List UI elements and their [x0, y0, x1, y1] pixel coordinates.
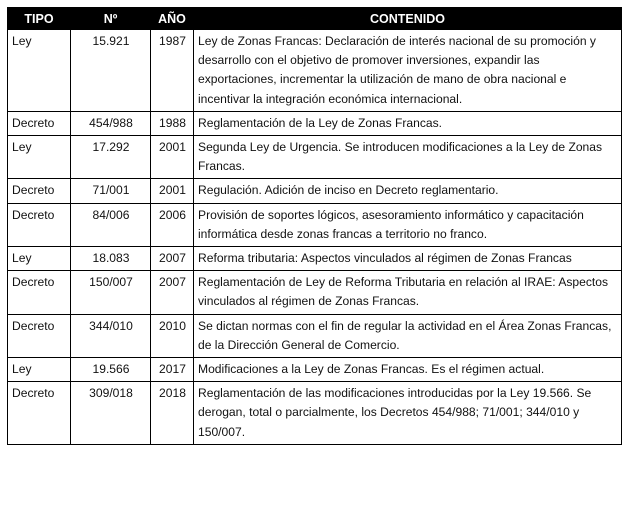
cell-anio: 2007	[151, 271, 194, 314]
table-row	[8, 111, 622, 135]
table-row	[8, 358, 622, 382]
cell-anio: 2017	[151, 358, 194, 382]
cell-numero: 84/006	[71, 203, 151, 246]
cell-anio: 1987	[151, 30, 194, 112]
cell-numero: 309/018	[71, 382, 151, 445]
cell-contenido: Regulación. Adición de inciso en Decreto reglamentario.	[194, 179, 622, 203]
cell-anio: 2001	[151, 136, 194, 179]
table-row	[8, 382, 622, 445]
table-row	[8, 203, 622, 246]
cell-contenido: Reforma tributaria: Aspectos vinculados al régimen de Zonas Francas	[194, 247, 622, 271]
table-row	[8, 314, 622, 357]
cell-tipo: Decreto	[8, 111, 71, 135]
cell-tipo: Ley	[8, 358, 71, 382]
cell-numero: 71/001	[71, 179, 151, 203]
cell-anio: 2010	[151, 314, 194, 357]
table-row	[8, 271, 622, 314]
cell-numero: 454/988	[71, 111, 151, 135]
table-row	[8, 179, 622, 203]
cell-numero: 15.921	[71, 30, 151, 112]
cell-contenido: Reglamentación de Ley de Reforma Tributaria en relación al IRAE: Aspectos vinculados al régimen de Zonas Francas.	[194, 271, 622, 314]
cell-numero: 19.566	[71, 358, 151, 382]
header-tipo: TIPO	[8, 8, 71, 30]
cell-tipo: Ley	[8, 136, 71, 179]
cell-tipo: Decreto	[8, 203, 71, 246]
table-row	[8, 30, 622, 112]
cell-contenido: Se dictan normas con el fin de regular la actividad en el Área Zonas Francas, de la Dirección General de Comercio.	[194, 314, 622, 357]
cell-anio: 2007	[151, 247, 194, 271]
cell-contenido: Modificaciones a la Ley de Zonas Francas. Es el régimen actual.	[194, 358, 622, 382]
cell-anio: 1988	[151, 111, 194, 135]
header-anio: AÑO	[151, 8, 194, 30]
table-header-row	[8, 8, 622, 30]
cell-numero: 150/007	[71, 271, 151, 314]
cell-tipo: Ley	[8, 30, 71, 112]
cell-numero: 344/010	[71, 314, 151, 357]
cell-contenido: Segunda Ley de Urgencia. Se introducen modificaciones a la Ley de Zonas Francas.	[194, 136, 622, 179]
cell-contenido: Ley de Zonas Francas: Declaración de interés nacional de su promoción y desarrollo con el objetivo de promover inversiones, expandir las exportaciones, incrementar la utilización de mano de obra nacional e incentivar la integración económica internacional.	[194, 30, 622, 112]
normativa-table	[7, 7, 622, 445]
cell-tipo: Decreto	[8, 382, 71, 445]
cell-anio: 2006	[151, 203, 194, 246]
table-row	[8, 247, 622, 271]
cell-anio: 2018	[151, 382, 194, 445]
cell-numero: 17.292	[71, 136, 151, 179]
header-numero: Nº	[71, 8, 151, 30]
header-contenido: CONTENIDO	[194, 8, 622, 30]
cell-anio: 2001	[151, 179, 194, 203]
cell-contenido: Reglamentación de la Ley de Zonas Francas.	[194, 111, 622, 135]
cell-numero: 18.083	[71, 247, 151, 271]
table-row	[8, 136, 622, 179]
cell-tipo: Ley	[8, 247, 71, 271]
cell-tipo: Decreto	[8, 271, 71, 314]
cell-tipo: Decreto	[8, 314, 71, 357]
cell-contenido: Provisión de soportes lógicos, asesoramiento informático y capacitación informática desde zonas francas a territorio no franco.	[194, 203, 622, 246]
cell-contenido: Reglamentación de las modificaciones introducidas por la Ley 19.566. Se derogan, total o parcialmente, los Decretos 454/988; 71/001; 344/010 y 150/007.	[194, 382, 622, 445]
cell-tipo: Decreto	[8, 179, 71, 203]
